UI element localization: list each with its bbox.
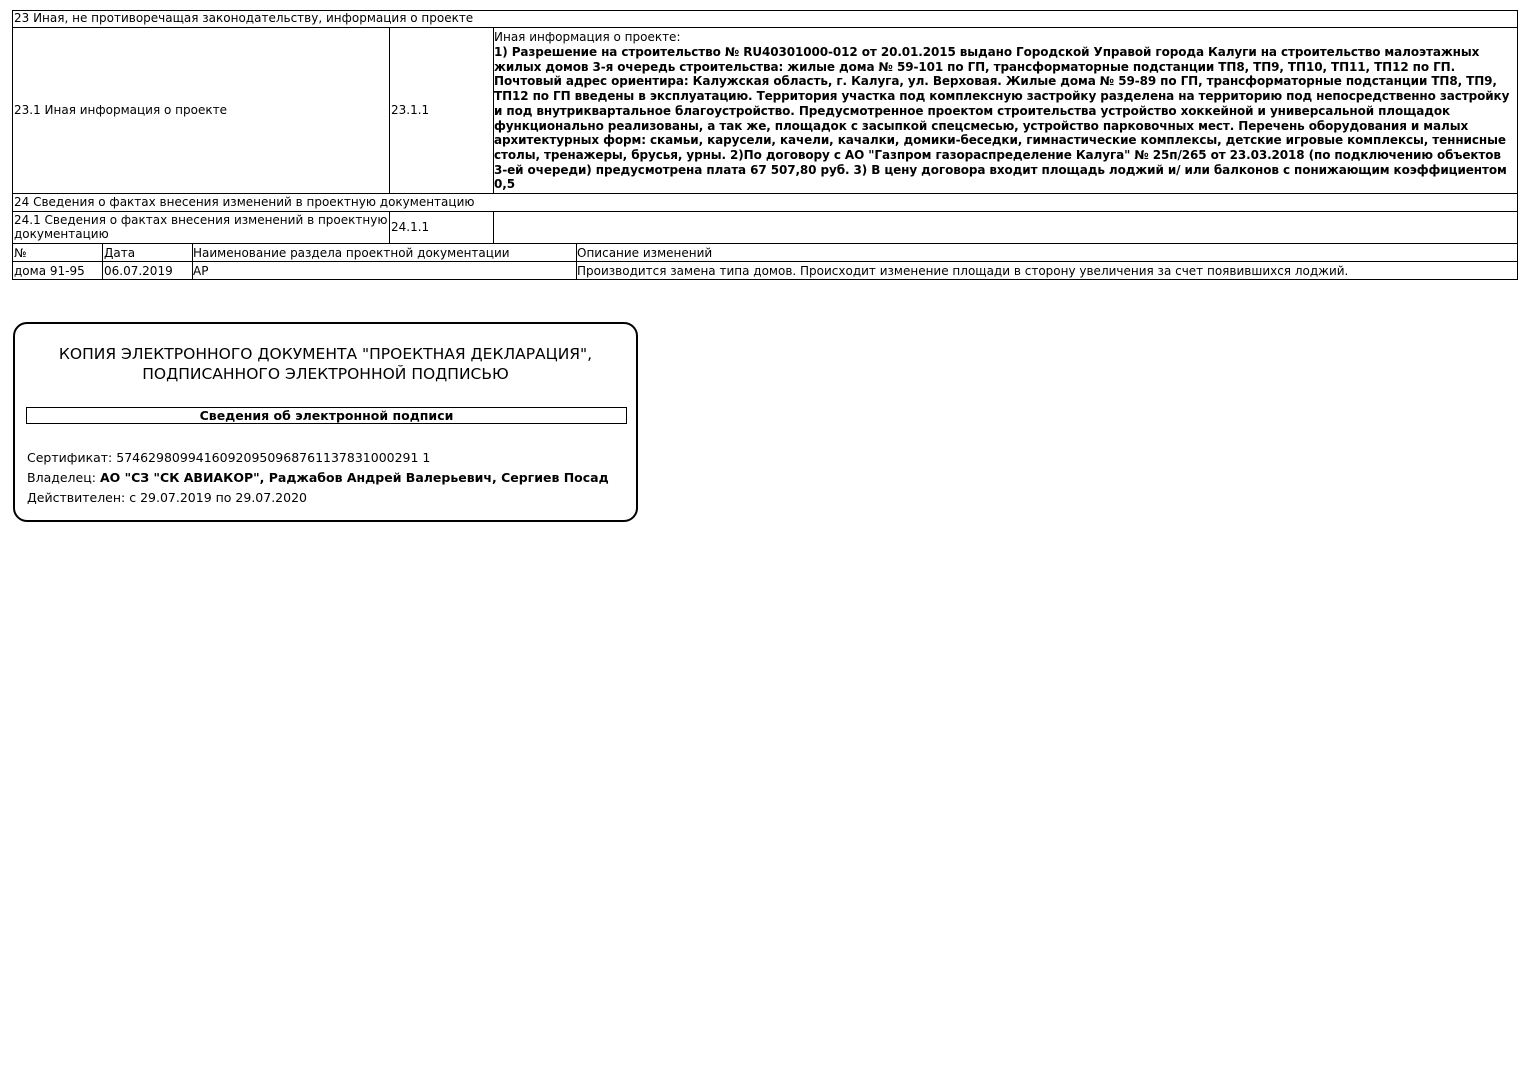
certificate-value: 57462980994160920950968761137831000291 1 <box>116 450 431 465</box>
signature-section-header: Сведения об электронной подписи <box>26 407 627 424</box>
changes-row-num: дома 91-95 <box>14 264 85 278</box>
section-24-1-label-line2: документацию <box>14 227 109 241</box>
section-23-1-code: 23.1.1 <box>391 103 430 117</box>
changes-row-description: Производится замена типа домов. Происходит изменение площади в сторону увеличения за счет появившихся лоджий. <box>577 264 1349 278</box>
section-23-1-text: 1) Разрешение на строительство № RU40301000-012 от 20.01.2015 выдано Городской Управой города Калуги на строительство малоэтажных жилых домов 3-я очередь строительства: жилые дома № 59-101 по ГП, трансформаторные подстанции ТП8, ТП9, ТП10, ТП11, ТП12 по ГП. Почтовый адрес ориентира: Калужская область, г. Калуга, ул. Верховая. Жилые дома № 59-89 по ГП, трансформаторные подстанции ТП8, ТП9, ТП12 по ГП введены в эксплуатацию. Территория участка под комплексную застройку разделена на территорию под непосредственно застройку и под внутриквартальное благоустройство. Предусмотренное проектом строительства устройство хоккейной и универсальной площадок функционально реализованы, а так же, площадок с засыпкой спецсмесью, устройство парковочных мест. Перечень оборудования и малых архитектурных форм: скамьи, карусели, качели, качалки, домики-беседки, гимнастические комплексы, детские игровые комплексы, теннисные столы, тренажеры, брусья, урны. 2)По договору с АО "Газпром газораспределение Калуга" № 25п/265 от 23.03.2018 (по подключению объектов 3-ей очереди) предусмотрена плата 67 507,80 руб. 3) В цену договора входит площадь лоджий и/ или балконов с понижающим коэффициентом 0,5 <box>494 45 1510 192</box>
changes-header-num: № <box>14 246 27 260</box>
section-24-header: 24 Сведения о фактах внесения изменений в проектную документацию <box>14 195 475 209</box>
section-23-1-label: 23.1 Иная информация о проекте <box>14 103 227 117</box>
changes-row-section: АР <box>193 264 209 278</box>
signature-title-line1: КОПИЯ ЭЛЕКТРОННОГО ДОКУМЕНТА "ПРОЕКТНАЯ ДЕКЛАРАЦИЯ", <box>58 345 593 363</box>
changes-row-cell-section <box>192 261 577 280</box>
certificate-label: Сертификат: <box>27 450 117 465</box>
valid-line <box>27 490 307 506</box>
certificate-line <box>27 450 430 466</box>
owner-label: Владелец: <box>27 470 100 485</box>
section-24-1-code: 24.1.1 <box>391 220 430 234</box>
changes-header-description: Описание изменений <box>577 246 713 260</box>
changes-header-cell-description <box>576 243 1518 262</box>
section-23-1-intro: Иная информация о проекте: <box>494 30 681 44</box>
signature-title <box>15 344 636 384</box>
signature-title-line2: ПОДПИСАННОГО ЭЛЕКТРОННОЙ ПОДПИСЬЮ <box>142 365 509 383</box>
signature-stamp <box>13 322 638 522</box>
changes-header-section: Наименование раздела проектной документации <box>193 246 510 260</box>
section-24-1-value-cell <box>493 211 1518 244</box>
valid-value: с 29.07.2019 по 29.07.2020 <box>129 490 307 505</box>
changes-header-date: Дата <box>104 246 136 260</box>
section-23-header: 23 Иная, не противоречащая законодательству, информация о проекте <box>14 11 474 25</box>
section-24-1-label-line1: 24.1 Сведения о фактах внесения изменений в проектную <box>14 213 388 227</box>
valid-label: Действителен: <box>27 490 130 505</box>
owner-value: АО "СЗ "СК АВИАКОР", Раджабов Андрей Валерьевич, Сергиев Посад <box>99 470 609 485</box>
owner-line <box>27 470 609 486</box>
changes-row-date: 06.07.2019 <box>104 264 173 278</box>
